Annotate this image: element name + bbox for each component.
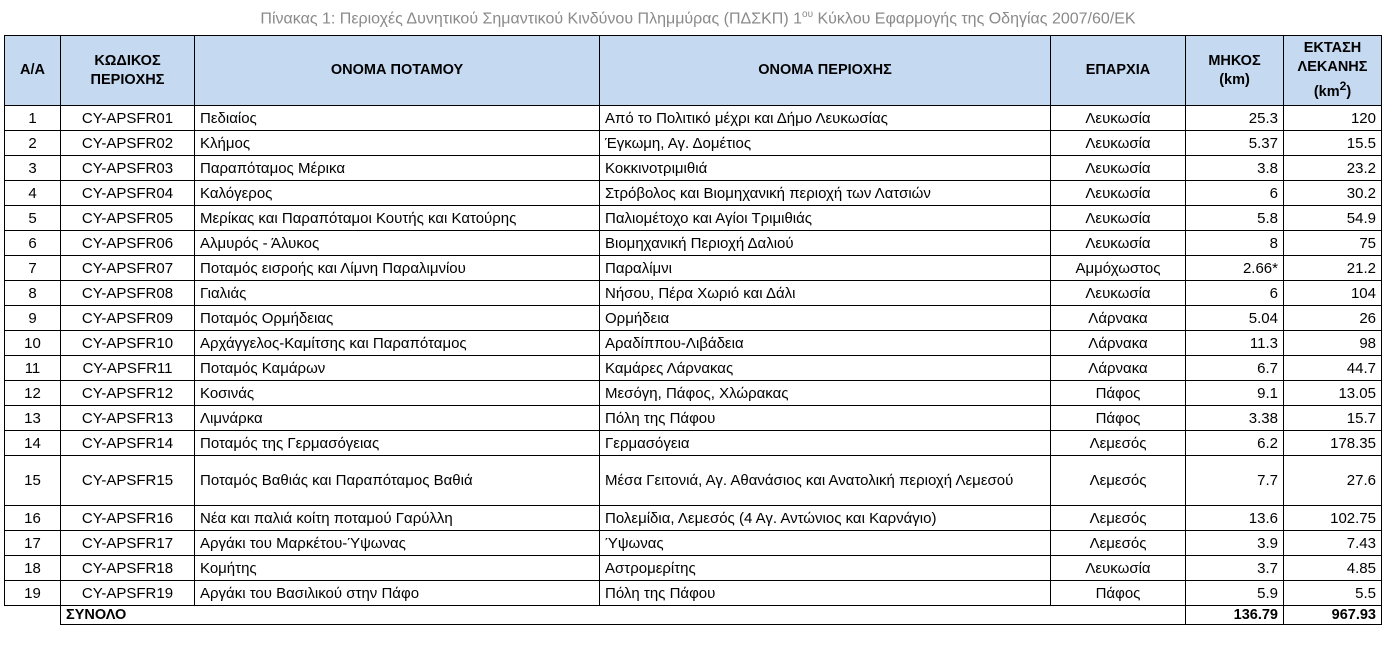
cell-river: Νέα και παλιά κοίτη ποταμού Γαρύλλη [195,506,600,531]
cell-code: CY-APSFR03 [61,156,195,181]
cell-aa: 1 [5,106,61,131]
table-row [5,131,1382,156]
cell-district: Λευκωσία [1051,106,1186,131]
cell-area: Ύψωνας [600,531,1051,556]
cell-aa: 3 [5,156,61,181]
cell-basin: 98 [1284,331,1382,356]
table-row [5,381,1382,406]
cell-river: Αλμυρός - Άλυκος [195,231,600,256]
cell-length: 7.7 [1186,456,1284,506]
cell-river: Ποταμός Ορμήδειας [195,306,600,331]
cell-aa: 11 [5,356,61,381]
cell-district: Λάρνακα [1051,331,1186,356]
cell-aa: 2 [5,131,61,156]
cell-aa: 6 [5,231,61,256]
cell-basin: 15.7 [1284,406,1382,431]
table-row [5,281,1382,306]
table-row [5,106,1382,131]
cell-aa: 8 [5,281,61,306]
cell-code: CY-APSFR10 [61,331,195,356]
cell-code: CY-APSFR07 [61,256,195,281]
cell-aa: 4 [5,181,61,206]
total-label: ΣΥΝΟΛΟ [61,606,1186,625]
cell-code: CY-APSFR08 [61,281,195,306]
cell-aa: 7 [5,256,61,281]
total-length: 136.79 [1186,606,1284,625]
cell-area: Πολεμίδια, Λεμεσός (4 Αγ. Αντώνιος και Καρνάγιο) [600,506,1051,531]
cell-area: Μέσα Γειτονιά, Αγ. Αθανάσιος και Ανατολική περιοχή Λεμεσού [600,456,1051,506]
cell-river: Ποταμός Βαθιάς και Παραπόταμος Βαθιά [195,456,600,506]
cell-area: Βιομηχανική Περιοχή Δαλιού [600,231,1051,256]
cell-basin: 102.75 [1284,506,1382,531]
cell-area: Μεσόγη, Πάφος, Χλώρακας [600,381,1051,406]
cell-basin: 26 [1284,306,1382,331]
cell-length: 9.1 [1186,381,1284,406]
cell-code: CY-APSFR13 [61,406,195,431]
cell-basin: 120 [1284,106,1382,131]
cell-length: 6.2 [1186,431,1284,456]
cell-code: CY-APSFR04 [61,181,195,206]
header-aa: Α/Α [5,36,61,106]
header-area: ΟΝΟΜΑ ΠΕΡΙΟΧΗΣ [600,36,1051,106]
cell-river: Κοσινάς [195,381,600,406]
cell-aa: 18 [5,556,61,581]
cell-district: Αμμόχωστος [1051,256,1186,281]
header-row [5,36,1382,106]
cell-basin: 44.7 [1284,356,1382,381]
cell-river: Κομήτης [195,556,600,581]
cell-district: Πάφος [1051,406,1186,431]
cell-code: CY-APSFR14 [61,431,195,456]
cell-river: Κλήμος [195,131,600,156]
cell-code: CY-APSFR11 [61,356,195,381]
cell-length: 25.3 [1186,106,1284,131]
cell-district: Λεμεσός [1051,456,1186,506]
cell-district: Λεμεσός [1051,431,1186,456]
cell-code: CY-APSFR16 [61,506,195,531]
cell-area: Παλιομέτοχο και Αγίοι Τριμιθιάς [600,206,1051,231]
cell-river: Αργάκι του Μαρκέτου-Ύψωνας [195,531,600,556]
total-basin: 967.93 [1284,606,1382,625]
total-row [5,606,1382,625]
cell-length: 5.04 [1186,306,1284,331]
cell-district: Λάρνακα [1051,356,1186,381]
cell-length: 6 [1186,181,1284,206]
table-row [5,456,1382,506]
cell-basin: 104 [1284,281,1382,306]
cell-aa: 17 [5,531,61,556]
cell-district: Πάφος [1051,381,1186,406]
cell-aa: 15 [5,456,61,506]
cell-aa: 9 [5,306,61,331]
table-row [5,331,1382,356]
cell-district: Πάφος [1051,581,1186,606]
header-district: ΕΠΑΡΧΙΑ [1051,36,1186,106]
cell-area: Καμάρες Λάρνακας [600,356,1051,381]
cell-district: Λεμεσός [1051,506,1186,531]
total-blank-cell [5,606,61,625]
flood-risk-areas-table [4,35,1382,625]
cell-area: Γερμασόγεια [600,431,1051,456]
table-row [5,581,1382,606]
cell-basin: 30.2 [1284,181,1382,206]
cell-length: 5.8 [1186,206,1284,231]
cell-area: Κοκκινοτριμιθιά [600,156,1051,181]
cell-basin: 75 [1284,231,1382,256]
cell-aa: 14 [5,431,61,456]
cell-code: CY-APSFR18 [61,556,195,581]
cell-district: Λάρνακα [1051,306,1186,331]
table-row [5,206,1382,231]
cell-code: CY-APSFR09 [61,306,195,331]
cell-river: Ποταμός εισροής και Λίμνη Παραλιμνίου [195,256,600,281]
cell-district: Λευκωσία [1051,131,1186,156]
table-row [5,356,1382,381]
cell-river: Πεδιαίος [195,106,600,131]
cell-aa: 5 [5,206,61,231]
cell-district: Λευκωσία [1051,206,1186,231]
cell-length: 5.9 [1186,581,1284,606]
table-row [5,256,1382,281]
cell-basin: 13.05 [1284,381,1382,406]
cell-length: 13.6 [1186,506,1284,531]
table-row [5,506,1382,531]
table-row [5,556,1382,581]
cell-area: Πόλη της Πάφου [600,406,1051,431]
cell-length: 8 [1186,231,1284,256]
table-row [5,156,1382,181]
cell-length: 5.37 [1186,131,1284,156]
table-row [5,406,1382,431]
header-river: ΟΝΟΜΑ ΠΟΤΑΜΟΥ [195,36,600,106]
cell-basin: 5.5 [1284,581,1382,606]
cell-basin: 27.6 [1284,456,1382,506]
cell-district: Λεμεσός [1051,531,1186,556]
cell-code: CY-APSFR06 [61,231,195,256]
cell-area: Ορμήδεια [600,306,1051,331]
header-basin: ΕΚΤΑΣΗ ΛΕΚΑΝΗΣ $(km^2)$ [1284,36,1382,106]
cell-basin: 15.5 [1284,131,1382,156]
cell-district: Λευκωσία [1051,281,1186,306]
cell-river: Ποταμός Καμάρων [195,356,600,381]
cell-river: Λιμνάρκα [195,406,600,431]
cell-river: Παραπόταμος Μέρικα [195,156,600,181]
table-row [5,181,1382,206]
header-code: ΚΩΔΙΚΟΣ ΠΕΡΙΟΧΗΣ [61,36,195,106]
cell-basin: 7.43 [1284,531,1382,556]
cell-river: Αρχάγγελος-Καμίτσης και Παραπόταμος [195,331,600,356]
cell-code: CY-APSFR02 [61,131,195,156]
cell-code: CY-APSFR17 [61,531,195,556]
cell-river: Καλόγερος [195,181,600,206]
cell-area: Έγκωμη, Αγ. Δομέτιος [600,131,1051,156]
cell-length: 6 [1186,281,1284,306]
cell-aa: 19 [5,581,61,606]
cell-length: 2.66* [1186,256,1284,281]
cell-length: 11.3 [1186,331,1284,356]
table-row [5,531,1382,556]
cell-aa: 16 [5,506,61,531]
cell-aa: 13 [5,406,61,431]
cell-length: 3.9 [1186,531,1284,556]
cell-length: 3.38 [1186,406,1284,431]
cell-district: Λευκωσία [1051,231,1186,256]
cell-basin: 23.2 [1284,156,1382,181]
cell-district: Λευκωσία [1051,556,1186,581]
cell-river: Γιαλιάς [195,281,600,306]
cell-river: Αργάκι του Βασιλικού στην Πάφο [195,581,600,606]
table-caption: Πίνακας 1: Περιοχές Δυνητικού Σημαντικού Κινδύνου Πλημμύρας (ΠΔΣΚΠ) $1^{o\upsilon}$ Κύκλου Εφαρμογής της Οδηγίας 2007/60/ΕΚ [260,9,1136,28]
cell-district: Λευκωσία [1051,181,1186,206]
cell-aa: 10 [5,331,61,356]
cell-basin: 21.2 [1284,256,1382,281]
cell-area: Αστρομερίτης [600,556,1051,581]
cell-code: CY-APSFR19 [61,581,195,606]
cell-district: Λευκωσία [1051,156,1186,181]
table-row [5,231,1382,256]
cell-river: Ποταμός της Γερμασόγειας [195,431,600,456]
cell-code: CY-APSFR01 [61,106,195,131]
cell-area: Αραδίππου-Λιβάδεια [600,331,1051,356]
cell-basin: 178.35 [1284,431,1382,456]
table-row [5,306,1382,331]
cell-area: Παραλίμνι [600,256,1051,281]
header-length: ΜΗΚΟΣ (km) [1186,36,1284,106]
cell-length: 3.7 [1186,556,1284,581]
cell-river: Μερίκας και Παραπόταμοι Κουτής και Κατούρης [195,206,600,231]
cell-code: CY-APSFR12 [61,381,195,406]
cell-aa: 12 [5,381,61,406]
cell-area: Από το Πολιτικό μέχρι και Δήμο Λευκωσίας [600,106,1051,131]
cell-length: 3.8 [1186,156,1284,181]
cell-basin: 54.9 [1284,206,1382,231]
cell-code: CY-APSFR05 [61,206,195,231]
cell-area: Πόλη της Πάφου [600,581,1051,606]
cell-area: Στρόβολος και Βιομηχανική περιοχή των Λατσιών [600,181,1051,206]
cell-area: Νήσου, Πέρα Χωριό και Δάλι [600,281,1051,306]
cell-code: CY-APSFR15 [61,456,195,506]
table-row [5,431,1382,456]
cell-basin: 4.85 [1284,556,1382,581]
cell-length: 6.7 [1186,356,1284,381]
